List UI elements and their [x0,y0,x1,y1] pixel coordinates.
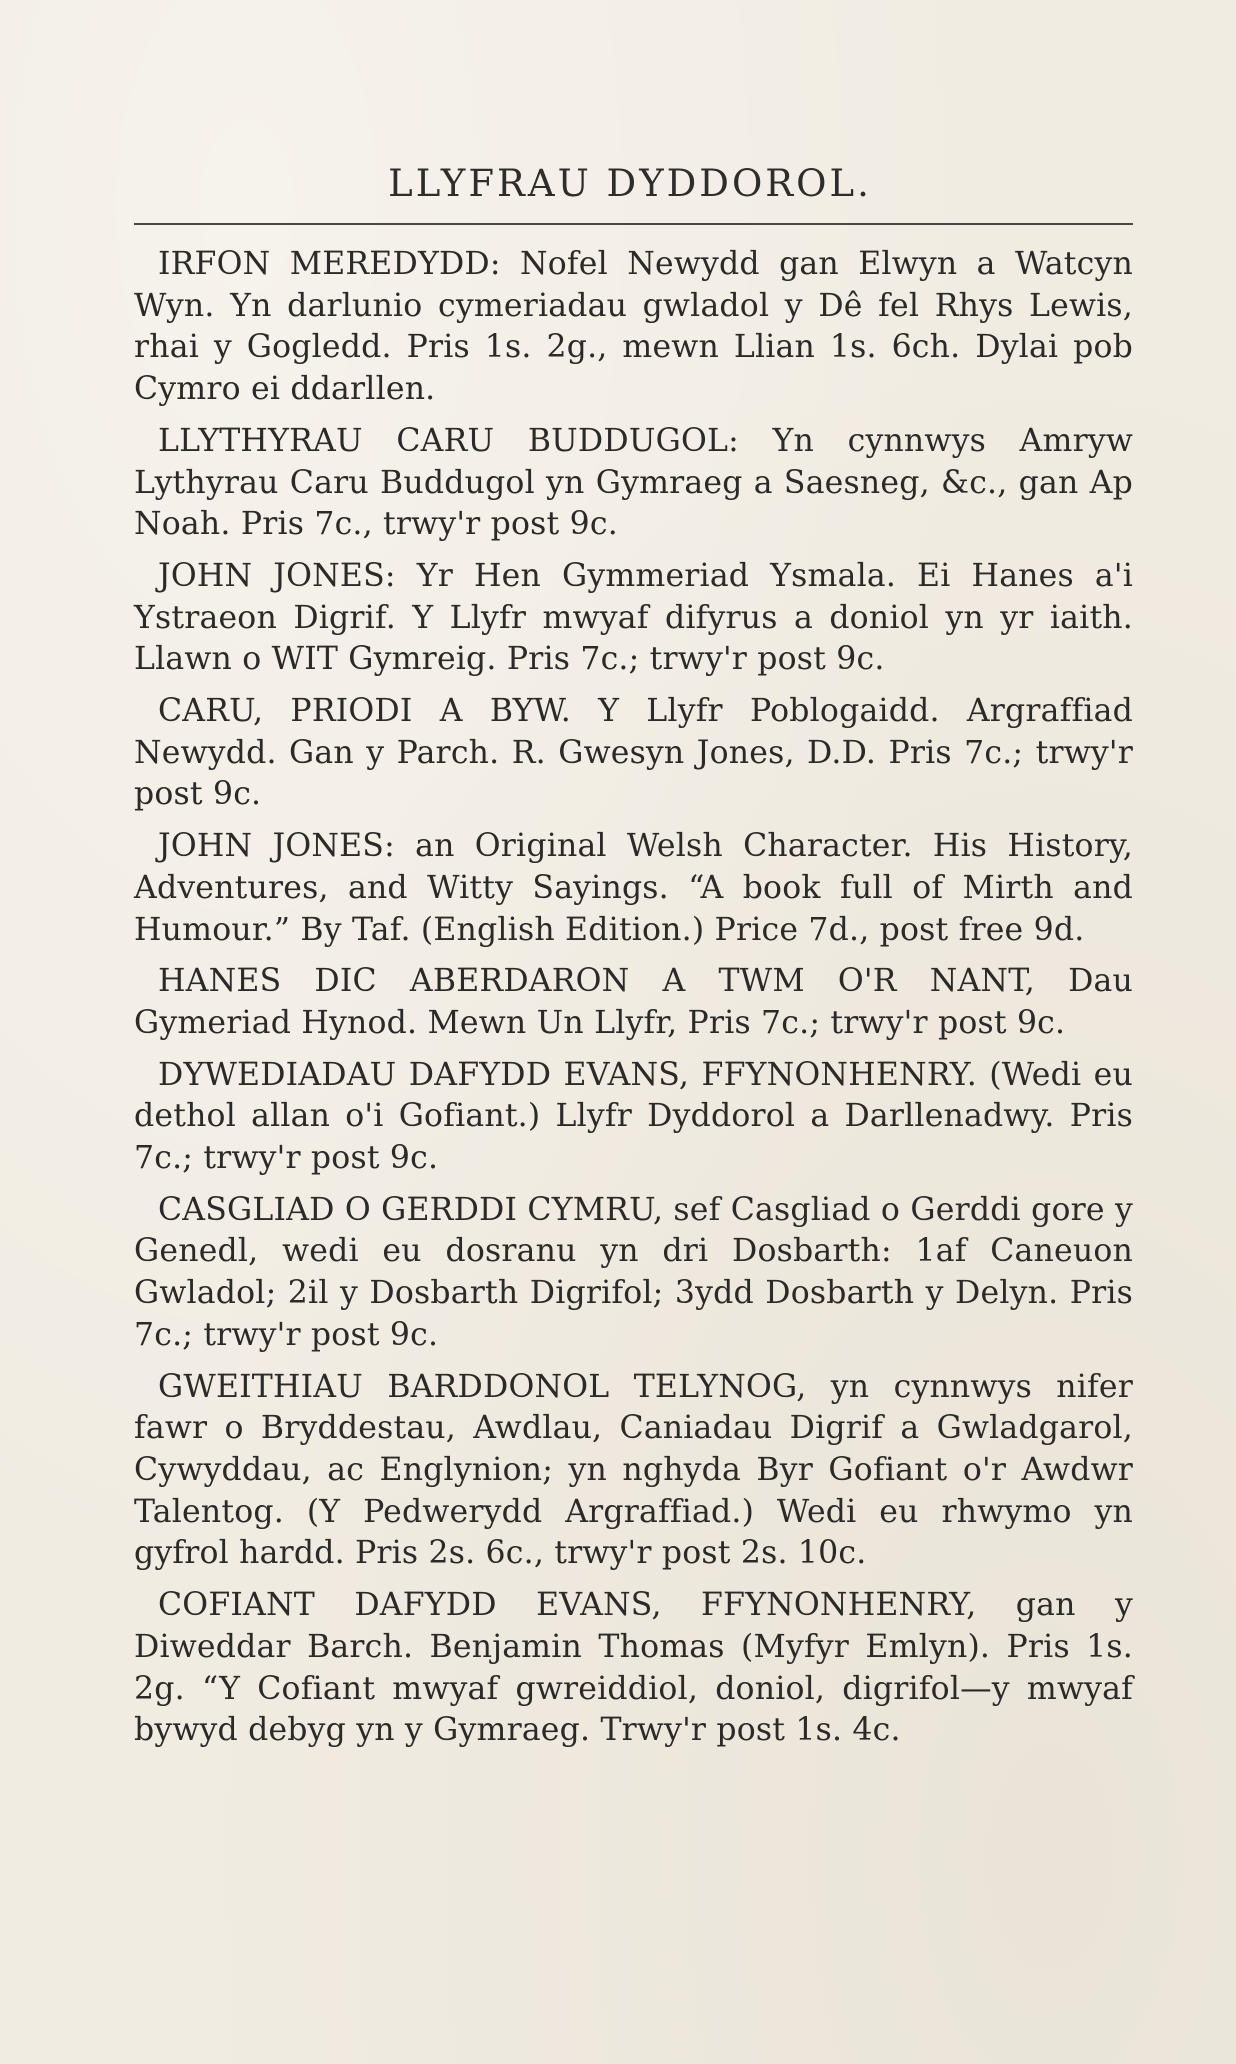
entry-john-jones-welsh: JOHN JONES: Yr Hen Gymmeriad Ysmala. Ei Hanes a'i Ystraeon Digrif. Y Llyfr mwyaf difyrus a doniol yn yr iaith. Llawn o WIT Gymreig. Pris 7c.; trwy'r post 9c. [134,557,1133,678]
entry-caru-priodi-a-byw: CARU, PRIODI A BYW. Y Llyfr Poblogaidd. Argraffiad Newydd. Gan y Parch. R. Gwesyn Jones, D.D. Pris 7c.; trwy'r post 9c. [134,693,1133,813]
entry-dywediadau-dafydd-evans: DYWEDIADAU DAFYDD EVANS, FFYNONHENRY. (Wedi eu dethol allan o'i Gofiant.) Llyfr Dyddorol a Darllenadwy. Pris 7c.; trwy'r post 9c. [134,1056,1133,1177]
entry-gweithiau-barddonol: GWEITHIAU BARDDONOL TELYNOG, yn cynnwys nifer fawr o Bryddestau, Awdlau, Caniadau Digrif a Gwladgarol, Cywyddau, ac Englynion; yn nghyda Byr Gofiant o'r Awdwr Talentog. (Y Pedwerydd Argraffiad.) Wedi eu rhwymo yn gyfrol hardd. Pris 2s. 6c., trwy'r post 2s. 10c. [134,1368,1133,1572]
title-rule [134,223,1133,225]
page-title: LLYFRAU DYDDOROL. [388,162,872,205]
entry-cofiant-dafydd-evans: COFIANT DAFYDD EVANS, FFYNONHENRY, gan y Diweddar Barch. Benjamin Thomas (Myfyr Emlyn). Pris 1s. 2g. “Y Cofiant mwyaf gwreiddiol, doniol, digrifol—y mwyaf bywyd debyg yn y Gymraeg. Trwy'r post 1s. 4c. [134,1587,1133,1749]
advertisement-list [134,244,1133,1762]
entry-casgliad-o-gerddi: CASGLIAD O GERDDI CYMRU, sef Casgliad o Gerddi gore y Genedl, wedi eu dosranu yn dri Dosbarth: 1af Caneuon Gwladol; 2il y Dosbarth Digrifol; 3ydd Dosbarth y Delyn. Pris 7c.; trwy'r post 9c. [134,1191,1133,1353]
entry-hanes-dic-aberdaron: HANES DIC ABERDARON A TWM O'R NANT, Dau Gymeriad Hynod. Mewn Un Llyfr, Pris 7c.; trwy'r post 9c. [134,963,1133,1041]
entry-john-jones-english: JOHN JONES: an Original Welsh Character. His History, Adventures, and Witty Sayings. “A book full of Mirth and Humour.” By Taf. (English Edition.) Price 7d., post free 9d. [134,828,1133,948]
entry-llythyrau-caru: LLYTHYRAU CARU BUDDUGOL: Yn cynnwys Amryw Lythyrau Caru Buddugol yn Gymraeg a Saesneg, &c., gan Ap Noah. Pris 7c., trwy'r post 9c. [134,422,1133,543]
entry-irfon-meredydd: IRFON MEREDYDD: Nofel Newydd gan Elwyn a Watcyn Wyn. Yn darlunio cymeriadau gwladol y Dê fel Rhys Lewis, rhai y Gogledd. Pris 1s. 2g., mewn Llian 1s. 6ch. Dylai pob Cymro ei ddarllen. [134,246,1133,408]
